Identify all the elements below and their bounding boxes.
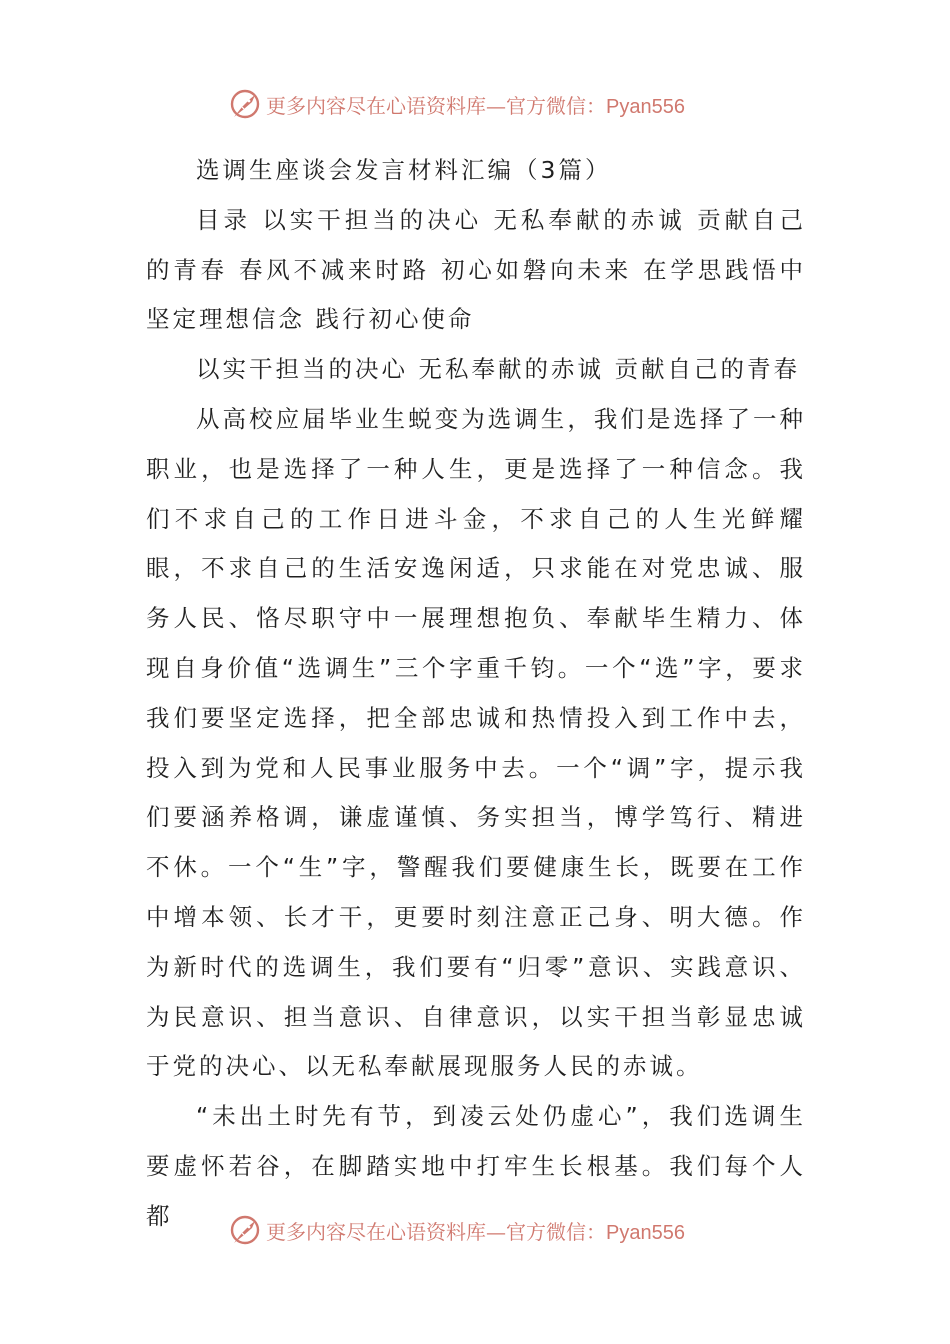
header-banner-id: Pyan556 — [606, 95, 685, 118]
document-title: 选调生座谈会发言材料汇编（3篇） — [196, 156, 612, 184]
pen-nib-logo-icon — [228, 87, 262, 121]
header-banner — [228, 84, 748, 124]
footer-banner-id: Pyan556 — [606, 1221, 685, 1244]
pen-nib-logo-icon — [228, 1213, 262, 1247]
body-paragraph: “未出土时先有节，到凌云处仍虚心”，我们选调生要虚怀若谷，在脚踏实地中打牢生长根基。我们每个人都 — [146, 1102, 806, 1230]
body-paragraph: 从高校应届毕业生蜕变为选调生，我们是选择了一种职业，也是选择了一种人生，更是选择了一种信念。我们不求自己的工作日进斗金，不求自己的人生光鲜耀眼，不求自己的生活安逸闲适，只求能在对党忠诚、服务人民、恪尽职守中一展理想抱负、奉献毕生精力、体现自身价值“选调生”三个字重千钧。一个“选”字，要求我们要坚定选择，把全部忠诚和热情投入到工作中去，投入到为党和人民事业服务中去。一个“调”字，提示我们要涵养格调，谦虚谨慎、务实担当，博学笃行、精进不休。一个“生”字，警醒我们要健康生长，既要在工作中增本领、长才干，更要时刻注意正己身、明大德。作为新时代的选调生，我们要有“归零”意识、实践意识、为民意识、担当意识、自律意识，以实干担当彰显忠诚于党的决心、以无私奉献展现服务人民的赤诚。 — [146, 404, 806, 1081]
footer-banner-text — [266, 1216, 685, 1245]
footer-banner — [228, 1210, 748, 1250]
document-body — [146, 146, 806, 1242]
header-banner-cn: 更多内容尽在心语资料库—官方微信： — [266, 93, 606, 118]
table-of-contents: 目录 以实干担当的决心 无私奉献的赤诚 贡献自己的青春 春风不减来时路 初心如磐向未来 在学思践悟中坚定理想信念 践行初心使命 — [146, 205, 806, 334]
footer-banner-cn: 更多内容尽在心语资料库—官方微信： — [266, 1219, 606, 1244]
header-banner-text — [266, 90, 685, 119]
section-heading: 以实干担当的决心 无私奉献的赤诚 贡献自己的青春 — [196, 355, 800, 384]
